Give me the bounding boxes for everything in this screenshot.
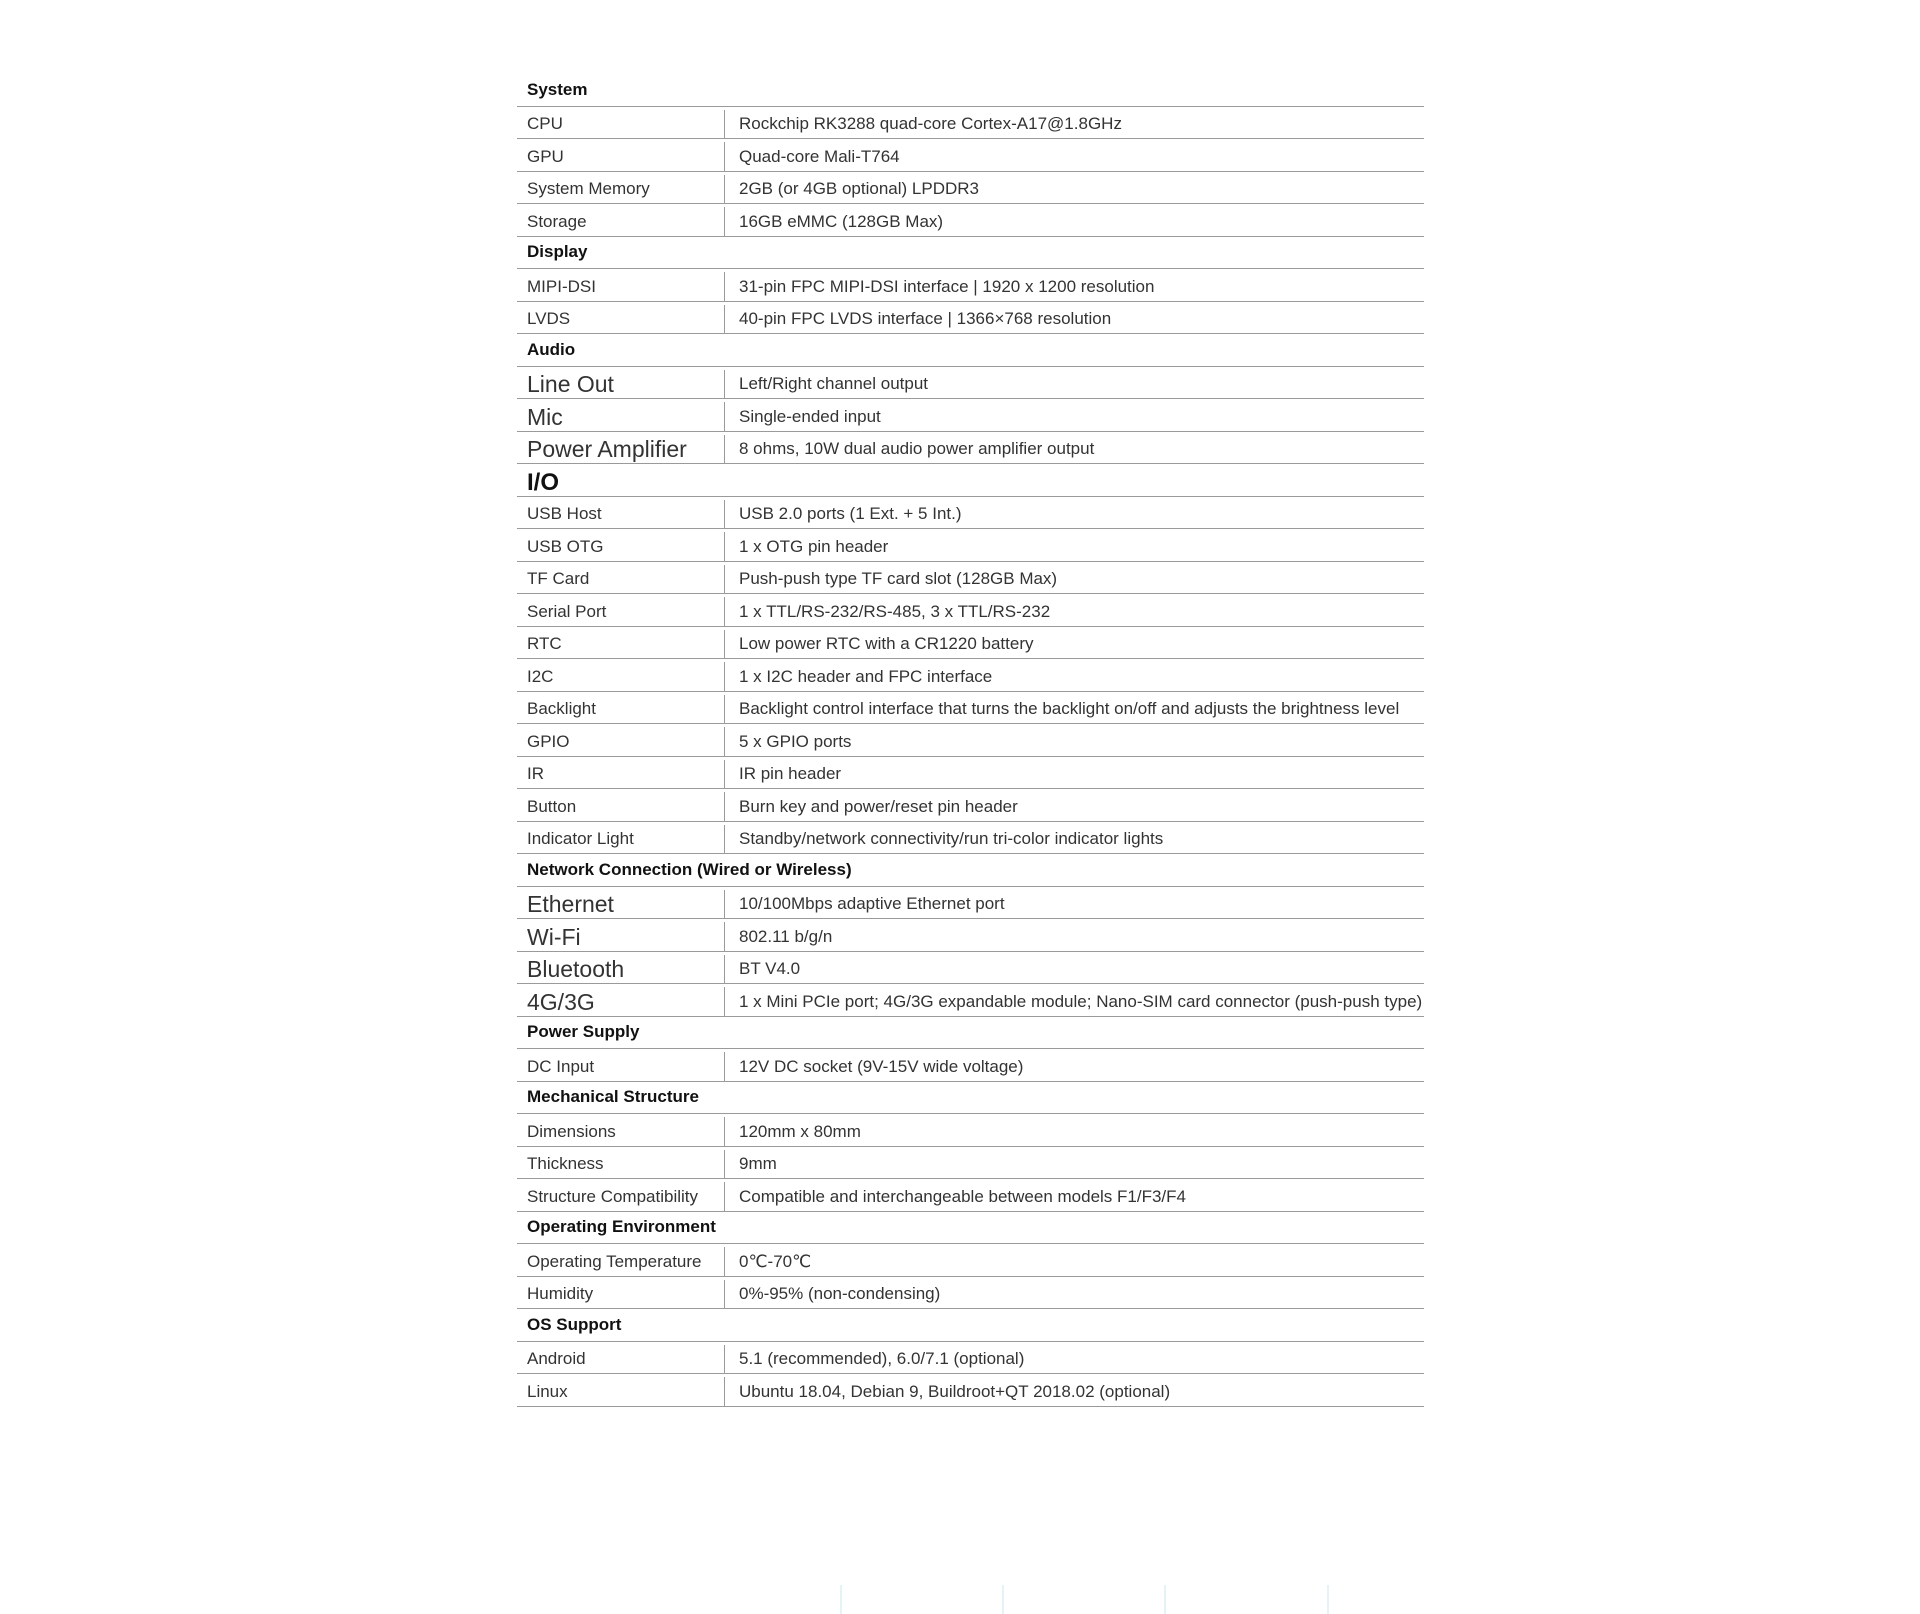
spec-label: Linux: [517, 1377, 725, 1406]
spec-label: Line Out: [517, 370, 725, 399]
spec-value: 1 x I2C header and FPC interface: [739, 666, 993, 686]
spec-value: BT V4.0: [739, 959, 801, 978]
spec-value: 40-pin FPC LVDS interface | 1366×768 resolution: [739, 309, 1112, 328]
spec-row-thickness: [517, 1147, 1424, 1180]
spec-label: Operating Temperature: [517, 1247, 725, 1276]
spec-label: IR: [517, 760, 725, 789]
spec-table: [517, 74, 1424, 1407]
spec-label: System Memory: [517, 175, 725, 204]
spec-row-line-out: [517, 367, 1424, 400]
spec-row-lvds: [517, 302, 1424, 335]
spec-row-4g-3g: [517, 984, 1424, 1017]
spec-value: 802.11 b/g/n: [739, 926, 833, 946]
spec-row-operating-temperature: [517, 1244, 1424, 1277]
spec-value: 8 ohms, 10W dual audio power amplifier output: [739, 439, 1095, 458]
spec-label: GPIO: [517, 727, 725, 756]
spec-label: Ethernet: [517, 890, 725, 919]
spec-value: Low power RTC with a CR1220 battery: [739, 634, 1034, 653]
spec-row-ir: [517, 757, 1424, 790]
spec-value: Rockchip RK3288 quad-core Cortex-A17@1.8GHz: [739, 114, 1122, 133]
spec-label: Button: [517, 792, 725, 821]
spec-row-i2c: [517, 659, 1424, 692]
spec-value: 5 x GPIO ports: [739, 731, 852, 751]
spec-label: Mic: [517, 402, 725, 431]
spec-row-humidity: [517, 1277, 1424, 1310]
spec-label: Storage: [517, 207, 725, 236]
spec-label: Dimensions: [517, 1117, 725, 1146]
bottom-decoration: [0, 1585, 1920, 1614]
spec-value: 0%-95% (non-condensing): [739, 1284, 941, 1303]
spec-value: 1 x Mini PCIe port; 4G/3G expandable module; Nano-SIM card connector (push-push type): [739, 991, 1423, 1011]
spec-label: GPU: [517, 142, 725, 171]
section-network-header: Network Connection (Wired or Wireless): [517, 854, 1424, 887]
spec-row-indicator-light: [517, 822, 1424, 855]
spec-value: 120mm x 80mm: [739, 1121, 861, 1141]
spec-row-gpio: [517, 724, 1424, 757]
spec-value: 0℃-70℃: [739, 1251, 812, 1271]
spec-value: 16GB eMMC (128GB Max): [739, 211, 944, 231]
spec-row-storage: [517, 204, 1424, 237]
spec-row-tf-card: [517, 562, 1424, 595]
section-os-support-header: OS Support: [517, 1309, 1424, 1342]
spec-row-bluetooth: [517, 952, 1424, 985]
spec-label: DC Input: [517, 1052, 725, 1081]
section-power-supply-header: Power Supply: [517, 1017, 1424, 1050]
spec-value: 5.1 (recommended), 6.0/7.1 (optional): [739, 1349, 1025, 1368]
spec-label: USB OTG: [517, 532, 725, 561]
spec-label: Android: [517, 1345, 725, 1374]
spec-label: TF Card: [517, 565, 725, 594]
spec-value: 10/100Mbps adaptive Ethernet port: [739, 894, 1005, 913]
section-io-header: I/O: [517, 464, 1424, 497]
spec-value: 1 x TTL/RS-232/RS-485, 3 x TTL/RS-232: [739, 601, 1051, 621]
spec-value: Compatible and interchangeable between models F1/F3/F4: [739, 1186, 1186, 1206]
spec-label: RTC: [517, 630, 725, 659]
spec-row-power-amplifier: [517, 432, 1424, 465]
spec-label: Bluetooth: [517, 955, 725, 984]
spec-row-dimensions: [517, 1114, 1424, 1147]
spec-value: Single-ended input: [739, 406, 881, 426]
spec-row-wifi: [517, 919, 1424, 952]
spec-label: Backlight: [517, 695, 725, 724]
spec-value: 1 x OTG pin header: [739, 536, 889, 556]
spec-row-structure-compatibility: [517, 1179, 1424, 1212]
spec-value: Ubuntu 18.04, Debian 9, Buildroot+QT 2018.02 (optional): [739, 1381, 1171, 1401]
spec-row-mic: [517, 399, 1424, 432]
decorative-line: [1164, 1585, 1166, 1614]
decorative-line: [840, 1585, 842, 1614]
spec-value: Push-push type TF card slot (128GB Max): [739, 569, 1058, 588]
section-audio-header: Audio: [517, 334, 1424, 367]
spec-value: Burn key and power/reset pin header: [739, 796, 1018, 816]
decorative-line: [1327, 1585, 1329, 1614]
spec-value: 9mm: [739, 1154, 777, 1173]
spec-row-backlight: [517, 692, 1424, 725]
spec-label: Indicator Light: [517, 825, 725, 854]
spec-row-serial-port: [517, 594, 1424, 627]
section-mechanical-header: Mechanical Structure: [517, 1082, 1424, 1115]
spec-row-usb-host: [517, 497, 1424, 530]
spec-value: Standby/network connectivity/run tri-color indicator lights: [739, 829, 1164, 848]
spec-value: IR pin header: [739, 764, 842, 783]
spec-label: MIPI-DSI: [517, 272, 725, 301]
spec-row-ethernet: [517, 887, 1424, 920]
spec-label: Thickness: [517, 1150, 725, 1179]
spec-row-system-memory: [517, 172, 1424, 205]
spec-row-button: [517, 789, 1424, 822]
section-display-header: Display: [517, 237, 1424, 270]
spec-row-rtc: [517, 627, 1424, 660]
spec-row-dc-input: [517, 1049, 1424, 1082]
section-operating-environment-header: Operating Environment: [517, 1212, 1424, 1245]
spec-label: I2C: [517, 662, 725, 691]
spec-row-usb-otg: [517, 529, 1424, 562]
spec-label: LVDS: [517, 305, 725, 334]
spec-label: Structure Compatibility: [517, 1182, 725, 1211]
spec-value: 31-pin FPC MIPI-DSI interface | 1920 x 1200 resolution: [739, 276, 1155, 296]
spec-label: CPU: [517, 110, 725, 139]
spec-row-android: [517, 1342, 1424, 1375]
spec-value: USB 2.0 ports (1 Ext. + 5 Int.): [739, 504, 962, 523]
spec-row-gpu: [517, 139, 1424, 172]
spec-row-linux: [517, 1374, 1424, 1407]
spec-label: USB Host: [517, 500, 725, 529]
spec-value: Left/Right channel output: [739, 374, 929, 393]
spec-value: 12V DC socket (9V-15V wide voltage): [739, 1056, 1024, 1076]
section-system-header: System: [517, 74, 1424, 107]
spec-value: 2GB (or 4GB optional) LPDDR3: [739, 179, 979, 198]
spec-value: Quad-core Mali-T764: [739, 146, 900, 166]
spec-label: Power Amplifier: [517, 435, 725, 464]
decorative-line: [1002, 1585, 1004, 1614]
spec-label: Humidity: [517, 1280, 725, 1309]
spec-row-mipi-dsi: [517, 269, 1424, 302]
spec-label: Wi-Fi: [517, 922, 725, 951]
spec-value: Backlight control interface that turns the backlight on/off and adjusts the brightness level: [739, 699, 1400, 718]
spec-label: 4G/3G: [517, 987, 725, 1016]
spec-label: Serial Port: [517, 597, 725, 626]
spec-row-cpu: [517, 107, 1424, 140]
